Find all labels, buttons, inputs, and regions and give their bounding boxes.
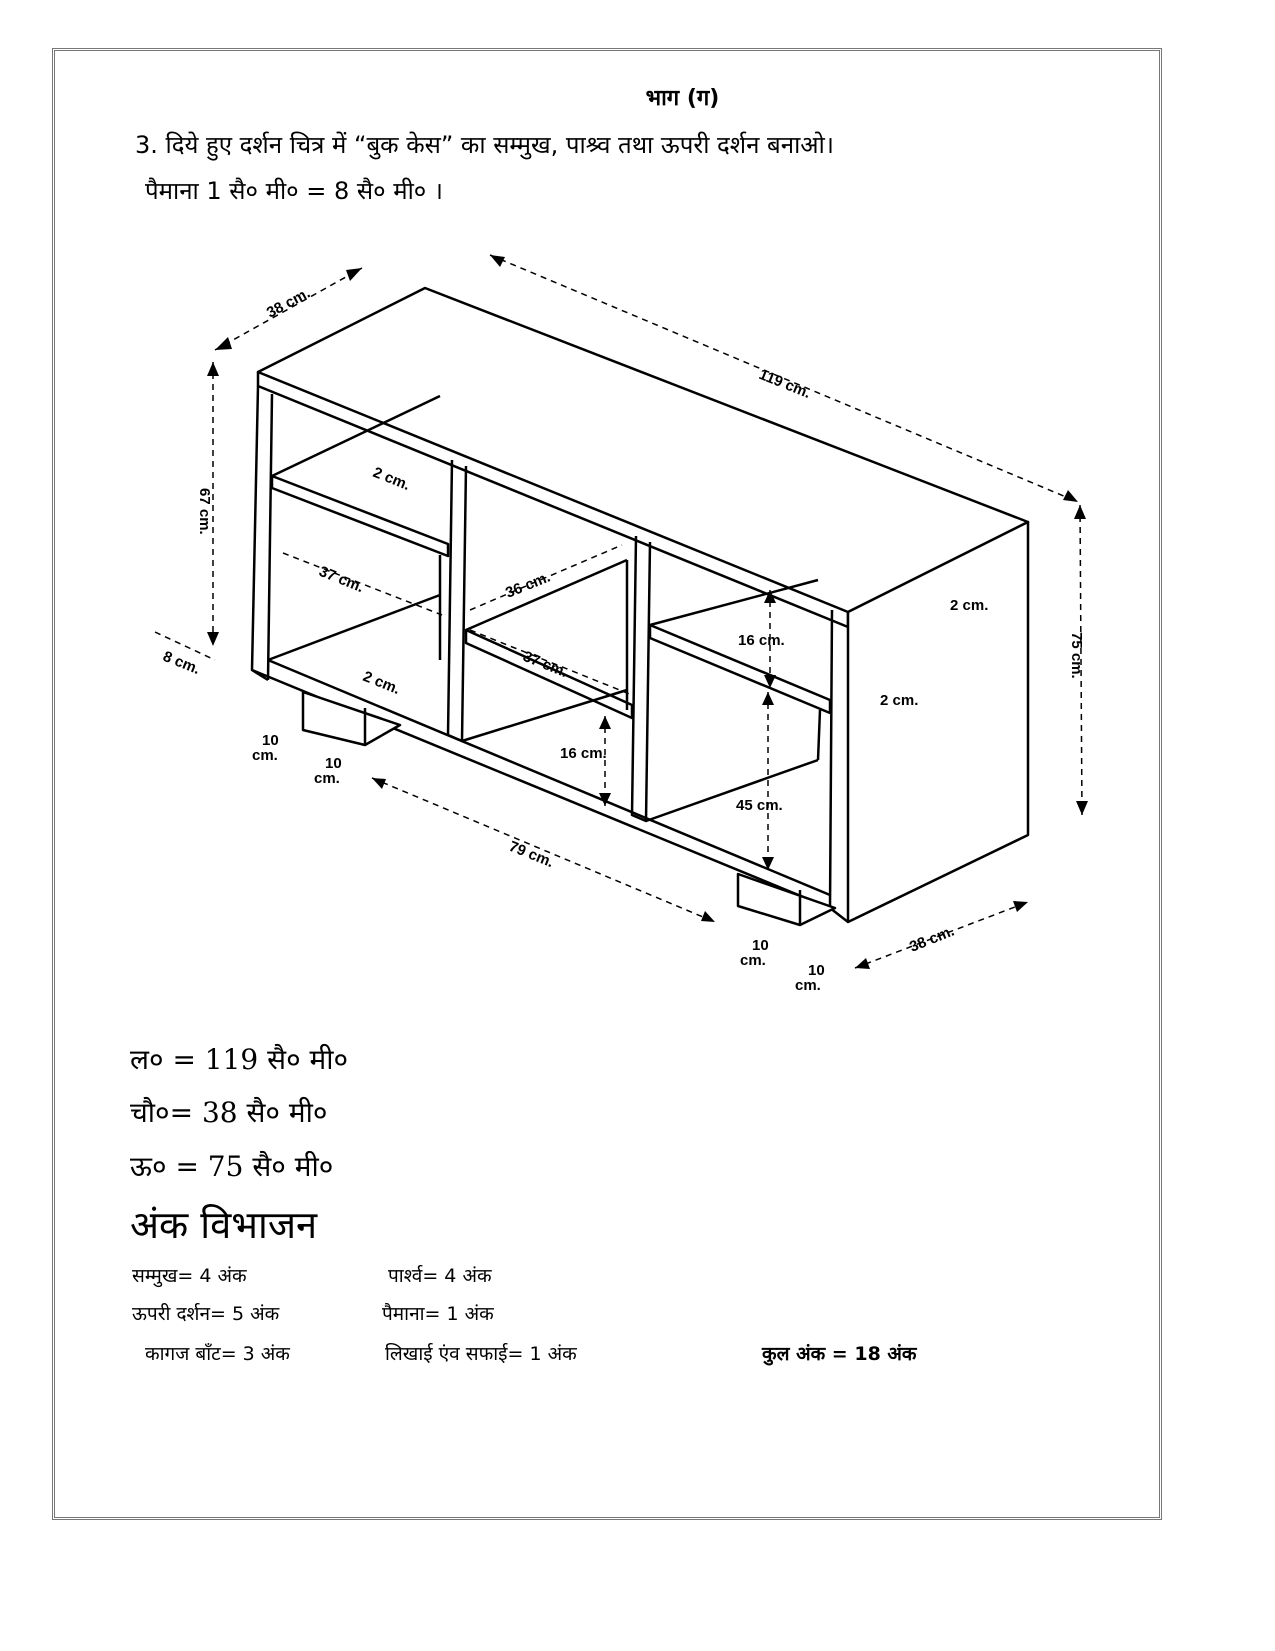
dim-label-leg-right-b: 10 bbox=[808, 962, 825, 979]
question-text: 3. दिये हुए दर्शन चित्र में “बुक केस” का सम्मुख, पाश्र्व तथा ऊपरी दर्शन बनाओ। bbox=[135, 131, 834, 159]
section-heading: भाग (ग) bbox=[645, 86, 720, 111]
mark-paper-division: कागज बाँट= 3 अंक bbox=[145, 1343, 290, 1365]
dim-label-right-lower-gap: 45 cm. bbox=[736, 797, 783, 814]
dimension-length: ल० = 119 सै० मी० bbox=[130, 1043, 349, 1076]
bookcase-isometric-drawing bbox=[130, 238, 1140, 1003]
bookcase-outline bbox=[252, 288, 1028, 925]
dim-label-plinth-depth: 8 cm. bbox=[160, 647, 203, 679]
mark-front-view: सम्मुख= 4 अंक bbox=[132, 1265, 247, 1287]
dim-label-top-thickness: 2 cm. bbox=[370, 463, 413, 495]
dim-label-leg-right-a-unit: cm. bbox=[740, 952, 766, 969]
marks-heading: अंक विभाजन bbox=[130, 1203, 318, 1247]
dim-label-leg-left-b-unit: cm. bbox=[314, 770, 340, 787]
dim-label-leg-left-b: 10 bbox=[325, 755, 342, 772]
scale-text: पैमाना 1 सै० मी० = 8 सै० मी० । bbox=[145, 177, 444, 205]
dim-label-right-side-thickness: 2 cm. bbox=[880, 692, 919, 709]
dim-label-leg-right-a: 10 bbox=[752, 937, 769, 954]
mark-top-view: ऊपरी दर्शन= 5 अंक bbox=[132, 1303, 280, 1325]
dim-label-mid-lower-gap: 16 cm. bbox=[560, 745, 607, 762]
mark-side-view: पार्श्व= 4 अंक bbox=[388, 1265, 492, 1287]
dim-label-leg-left-a: 10 bbox=[262, 732, 279, 749]
dim-label-middle-depth: 36 cm. bbox=[503, 568, 553, 602]
dim-label-bottom-span: 79 cm. bbox=[506, 837, 557, 872]
dim-label-right-depth: 38 cm. bbox=[907, 922, 957, 956]
dim-label-leg-left-a-unit: cm. bbox=[252, 747, 278, 764]
mark-writing-neatness: लिखाई एंव सफाई= 1 अंक bbox=[385, 1343, 577, 1365]
total-marks: कुल अंक = 18 अंक bbox=[762, 1343, 917, 1365]
dim-label-right-shelf-gap: 16 cm. bbox=[738, 632, 785, 649]
dim-label-right-height: 75 cm. bbox=[1068, 632, 1085, 679]
dim-label-right-top-thickness: 2 cm. bbox=[950, 597, 989, 614]
mark-scale: पैमाना= 1 अंक bbox=[382, 1303, 494, 1325]
dim-label-middle-opening: 37 cm. bbox=[520, 647, 571, 682]
dim-label-bottom-thickness: 2 cm. bbox=[360, 667, 403, 699]
dim-label-top-length: 119 cm. bbox=[756, 365, 814, 403]
dim-label-left-height: 67 cm. bbox=[196, 488, 213, 535]
dim-label-left-opening: 37 cm. bbox=[316, 562, 367, 597]
dim-label-top-depth: 38 cm. bbox=[263, 284, 314, 322]
dimension-height: ऊ० = 75 सै० मी० bbox=[130, 1150, 334, 1183]
dim-label-leg-right-b-unit: cm. bbox=[795, 977, 821, 994]
dimension-breadth: चौ०= 38 सै० मी० bbox=[130, 1096, 328, 1129]
